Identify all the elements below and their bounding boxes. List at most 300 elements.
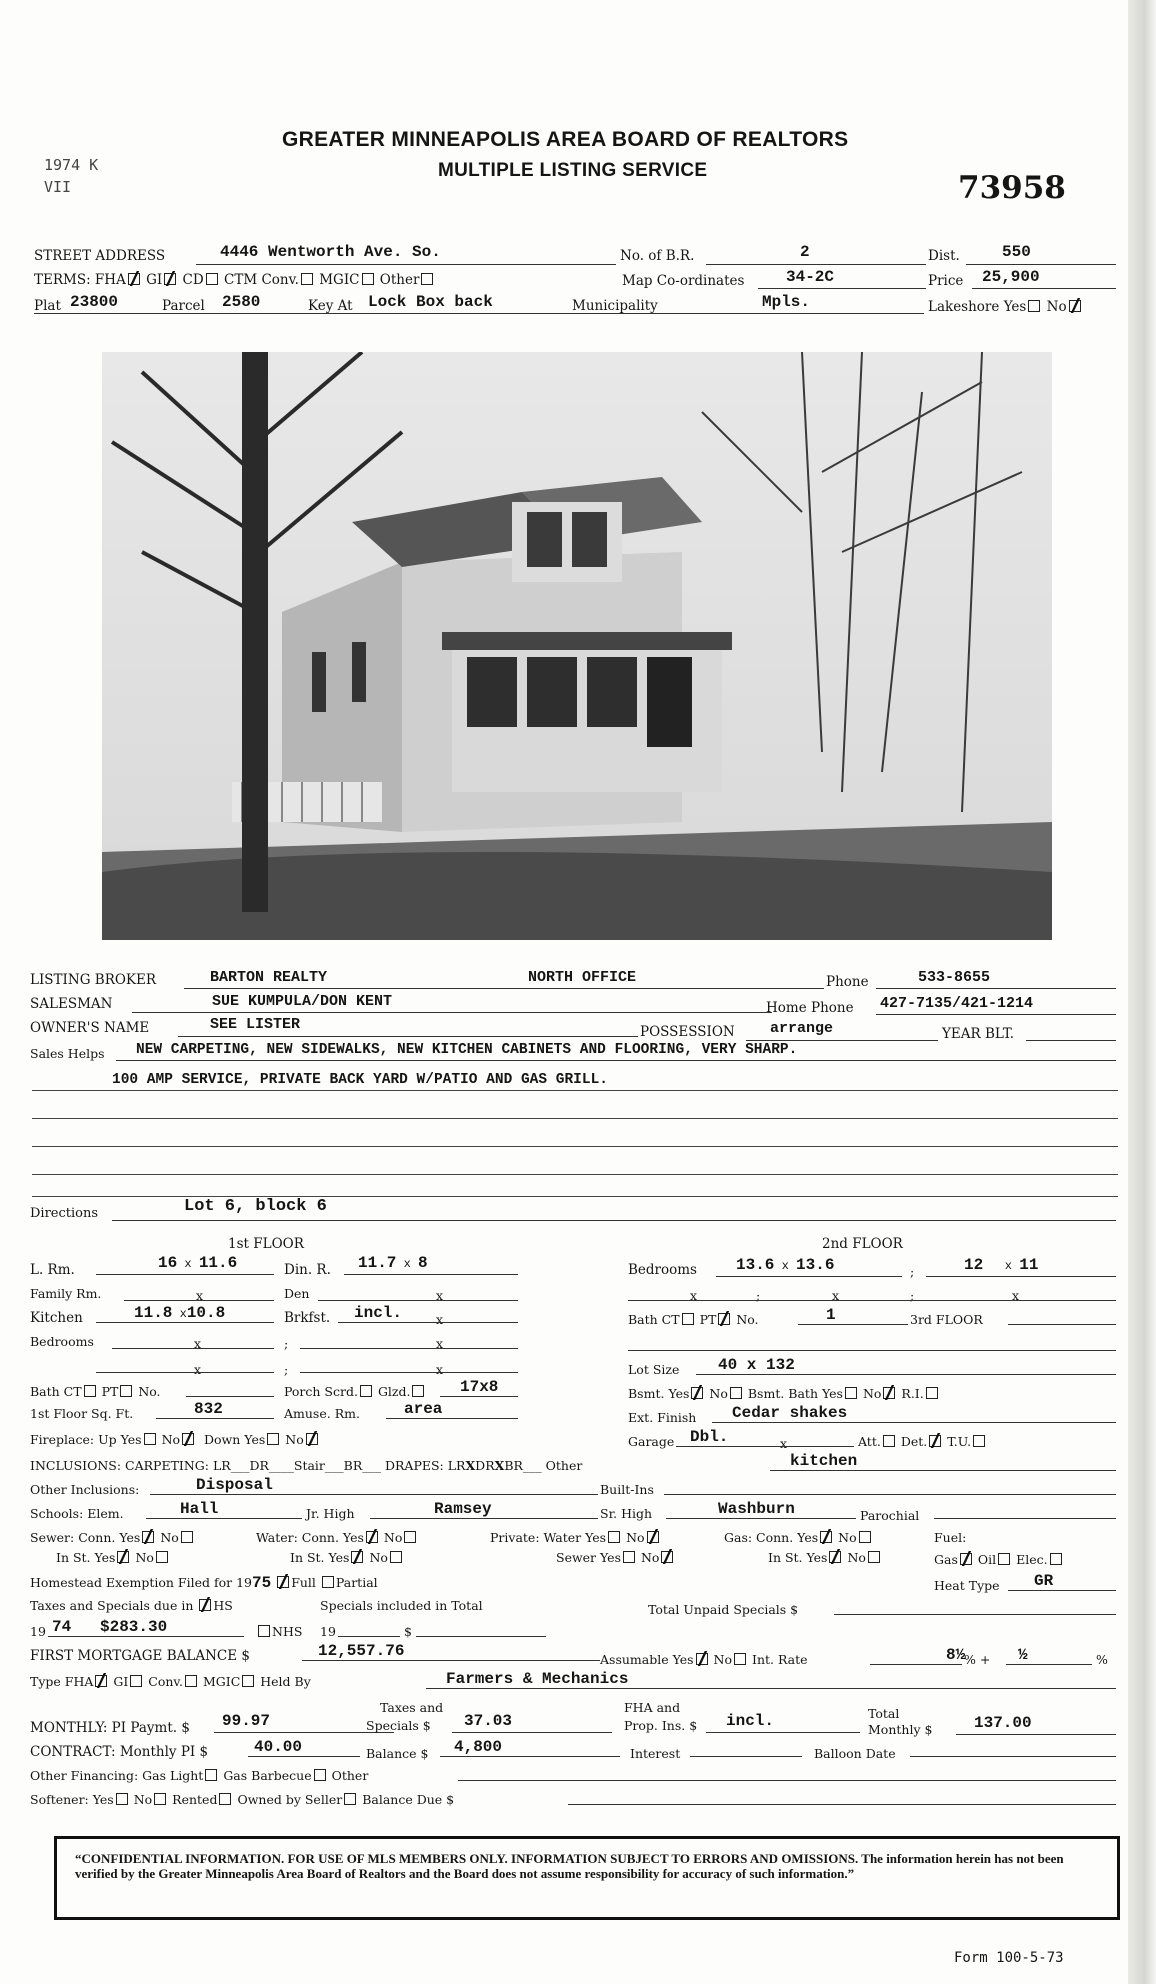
gas-conn-row	[724, 1530, 873, 1545]
lakeshore-no-checkbox[interactable]	[1069, 300, 1081, 312]
other-checkbox[interactable]	[421, 273, 433, 285]
specials-dollar-label: $	[404, 1624, 412, 1639]
total-monthly-top: Total	[868, 1706, 900, 1721]
fuel-label: Fuel:	[934, 1530, 967, 1545]
specials-included-label: Specials included in Total	[320, 1598, 483, 1613]
garage-label: Garage	[628, 1434, 675, 1449]
bed-x2: x	[436, 1336, 444, 1351]
mortgage-label: FIRST MORTGAGE BALANCE $	[30, 1648, 250, 1664]
held-by-value: Farmers & Mechanics	[446, 1670, 629, 1688]
code-year: 1974 K	[44, 156, 99, 174]
service-subtitle: MULTIPLE LISTING SERVICE	[438, 160, 708, 181]
balance-due-label: Balance Due $	[362, 1792, 455, 1807]
sewer-conn-label: Sewer: Conn. Yes	[30, 1530, 141, 1545]
garage-type-row	[858, 1434, 987, 1449]
owner-label: OWNER'S NAME	[30, 1020, 150, 1036]
bed-sep1: ;	[284, 1336, 289, 1351]
year-built-label: YEAR BLT.	[942, 1026, 1015, 1042]
homestead-year: 75	[252, 1574, 272, 1592]
key-value: Lock Box back	[368, 293, 493, 311]
sewer-inst-row	[56, 1550, 170, 1565]
terms-label: TERMS: FHA	[34, 272, 126, 288]
bsmt-no-label: No	[709, 1386, 728, 1401]
phone-label: Phone	[826, 974, 869, 990]
ext-finish-label: Ext. Finish	[628, 1410, 697, 1425]
breakfast-value: incl.	[354, 1304, 403, 1322]
porch-glazed-checkbox[interactable]	[412, 1385, 424, 1397]
lot-size-label: Lot Size	[628, 1362, 680, 1377]
fp-up-yes-label: Yes	[120, 1432, 142, 1447]
garage-att-label: Att.	[858, 1434, 881, 1449]
fha-checkbox[interactable]	[128, 273, 140, 285]
monthly-pi-label: MONTHLY: PI Paymt. $	[30, 1720, 190, 1736]
built-ins-label: Built-Ins	[600, 1482, 654, 1497]
porch-label: Porch Scrd.	[284, 1384, 358, 1399]
homestead-full-label: Full	[291, 1575, 316, 1590]
sewer-conn-no-label: No	[160, 1530, 179, 1545]
porch-screened-checkbox[interactable]	[360, 1385, 372, 1397]
sewer-inst-yes-checkbox[interactable]	[117, 1551, 129, 1563]
parcel-value: 2580	[222, 293, 261, 311]
gas-light-label: Other Financing: Gas Light	[30, 1768, 204, 1783]
garage-det-label: Det.	[900, 1434, 928, 1449]
parochial-label: Parochial	[860, 1508, 920, 1523]
water-inst-no-label: No	[369, 1550, 388, 1565]
cd-checkbox[interactable]	[206, 273, 218, 285]
living-room-dim: 16 x 11.6	[158, 1254, 238, 1272]
softener-rented-label: Rented	[172, 1792, 218, 1807]
fuel-oil-label: Oil	[977, 1552, 997, 1567]
drapes-dr-label: DR	[475, 1458, 495, 1473]
sr-high-value: Washburn	[718, 1500, 795, 1518]
bed-x4: x	[436, 1362, 444, 1377]
garage-tu-label: T.U.	[947, 1434, 972, 1449]
second-x2: x	[832, 1288, 840, 1303]
softener-yes-checkbox[interactable]	[116, 1793, 128, 1805]
sr-high-label: Sr. High	[600, 1506, 653, 1521]
softener-owned-checkbox[interactable]	[344, 1793, 356, 1805]
kitchen-label: Kitchen	[30, 1310, 83, 1326]
softener-no-checkbox[interactable]	[154, 1793, 166, 1805]
taxes-nhs-checkbox[interactable]	[258, 1625, 270, 1637]
price-value: 25,900	[982, 268, 1040, 286]
porch-value: 17x8	[460, 1378, 499, 1396]
taxes-specials-top: Taxes and	[380, 1700, 444, 1715]
loan-type-label: Type FHA	[30, 1674, 94, 1689]
gi-checkbox[interactable]	[164, 273, 176, 285]
kitchen-b: 10.8	[186, 1304, 226, 1322]
basement-row	[628, 1386, 940, 1401]
other-financing-row	[30, 1768, 368, 1783]
tax-year-value: 74	[52, 1618, 72, 1636]
bed-sep2: ;	[284, 1362, 289, 1377]
assumable-row	[600, 1652, 808, 1667]
bsmt-yes-label: Yes	[668, 1386, 690, 1401]
second-bed2-a: 12	[964, 1256, 984, 1274]
broker-label: LISTING BROKER	[30, 972, 157, 988]
mgic-checkbox[interactable]	[362, 273, 374, 285]
broker-value: BARTON REALTY	[210, 969, 328, 986]
heat-type-value: GR	[1034, 1572, 1054, 1590]
second-bath-pt-checkbox[interactable]	[718, 1313, 730, 1325]
loan-conv-label: Conv.	[148, 1674, 183, 1689]
parcel-label: Parcel	[162, 298, 205, 314]
breakfast-x: x	[436, 1312, 444, 1327]
fuel-gas-label: Gas	[934, 1552, 958, 1567]
gi-label: GI	[146, 272, 163, 288]
second-bed1: 13.6 x 13.6	[736, 1256, 835, 1274]
softener-row	[30, 1792, 454, 1807]
fp-down-no-label: No	[285, 1432, 304, 1447]
sewer-inst-no-checkbox[interactable]	[156, 1551, 168, 1563]
other-label: Other	[379, 272, 420, 288]
lakeshore-yes-checkbox[interactable]	[1028, 300, 1040, 312]
inclusions-other-value: kitchen	[790, 1452, 858, 1470]
water-inst-row	[290, 1550, 404, 1565]
mgic-label: MGIC	[319, 272, 360, 288]
home-phone-value: 427-7135/421-1214	[880, 995, 1034, 1012]
cd-label: CD	[182, 272, 204, 288]
street-value: 4446 Wentworth Ave. So.	[220, 243, 441, 261]
gas-inst-yes-checkbox[interactable]	[829, 1551, 841, 1563]
mortgage-value: 12,557.76	[318, 1642, 405, 1660]
dining-a: 11.7	[358, 1254, 397, 1272]
second-sep3: ;	[910, 1288, 915, 1303]
sewer-conn-no-checkbox[interactable]	[181, 1531, 193, 1543]
terms-row	[34, 272, 435, 288]
tax-amount-value: $283.30	[100, 1618, 168, 1636]
water-inst-label: In St. Yes	[290, 1550, 350, 1565]
contract-value: 40.00	[254, 1738, 303, 1756]
drapes-label: DRAPES:	[384, 1458, 444, 1473]
first-bath-row	[30, 1384, 161, 1399]
directions-label: Directions	[30, 1206, 99, 1221]
br-value: 2	[800, 243, 810, 261]
nhs-row	[256, 1624, 302, 1639]
den-label: Den	[284, 1286, 310, 1301]
kitchen-a: 11.8	[134, 1304, 173, 1322]
softener-owned-label: Owned by Seller	[237, 1792, 343, 1807]
taxes-hs-checkbox[interactable]	[199, 1599, 211, 1611]
bsmt-no-checkbox[interactable]	[730, 1387, 742, 1399]
private-sewer-label: Sewer Yes	[556, 1550, 621, 1565]
third-floor-label: 3rd FLOOR	[910, 1312, 983, 1327]
fireplace-up-label: Fireplace: Up	[30, 1432, 117, 1447]
dist-label: Dist.	[928, 248, 960, 264]
water-inst-no-checkbox[interactable]	[390, 1551, 402, 1563]
loan-type-row	[30, 1674, 311, 1689]
garage-x: x	[780, 1436, 788, 1451]
house-illustration	[102, 352, 1052, 940]
inclusions-label: INCLUSIONS: CARPETING:	[30, 1458, 209, 1473]
sewer-inst-no-label: No	[135, 1550, 154, 1565]
assumable-label: Assumable Yes	[600, 1652, 694, 1667]
loan-fha-checkbox[interactable]	[95, 1675, 107, 1687]
first-bath-ct-label: Bath CT	[30, 1384, 82, 1399]
assumable-no-checkbox[interactable]	[734, 1653, 746, 1665]
second-x1: x	[690, 1288, 698, 1303]
monthly-pi-value: 99.97	[222, 1712, 271, 1730]
softener-rented-checkbox[interactable]	[219, 1793, 231, 1805]
fha-prop-value: incl.	[726, 1712, 775, 1730]
garage-det-checkbox[interactable]	[929, 1435, 941, 1447]
fha-prop-top: FHA and	[624, 1700, 681, 1715]
lakeshore-yes-label: Yes	[1003, 299, 1027, 315]
jr-high-label: Jr. High	[306, 1506, 355, 1521]
carpet-lr-label: LR	[212, 1458, 231, 1473]
home-phone-label: Home Phone	[766, 1000, 854, 1016]
homestead-label: Homestead Exemption Filed for 19	[30, 1575, 252, 1590]
gas-conn-yes-checkbox[interactable]	[820, 1531, 832, 1543]
drapes-lr-label: LR	[447, 1458, 466, 1473]
sales-helps-line1: NEW CARPETING, NEW SIDEWALKS, NEW KITCHEN CABINETS AND FLOORING, VERY SHARP.	[136, 1042, 798, 1058]
lakeshore-label: Lakeshore	[928, 299, 1000, 315]
sales-helps-label: Sales Helps	[30, 1046, 105, 1061]
softener-no-label: No	[133, 1792, 153, 1807]
fuel-elec-label: Elec.	[1016, 1552, 1048, 1567]
key-label: Key At	[308, 298, 353, 314]
gas-inst-label: In St. Yes	[768, 1550, 828, 1565]
first-bath-ct-checkbox[interactable]	[84, 1385, 96, 1397]
ri-checkbox[interactable]	[926, 1387, 938, 1399]
fuel-oil-checkbox[interactable]	[998, 1553, 1010, 1565]
second-floor-heading: 2nd FLOOR	[822, 1236, 903, 1252]
private-sewer-no-checkbox[interactable]	[661, 1551, 673, 1563]
gas-inst-no-checkbox[interactable]	[868, 1551, 880, 1563]
office-value: NORTH OFFICE	[528, 969, 637, 986]
owner-value: SEE LISTER	[210, 1016, 301, 1033]
sewer-conn-row	[30, 1530, 195, 1545]
lakeshore-row	[928, 299, 1083, 315]
second-bath-ct-label: Bath CT	[628, 1312, 680, 1327]
int-pct-end: %	[1096, 1652, 1108, 1667]
homestead-full-checkbox[interactable]	[277, 1576, 289, 1588]
sqft-label: 1st Floor Sq. Ft.	[30, 1406, 134, 1421]
amusement-value: area	[404, 1400, 443, 1418]
form-number: Form 100-5-73	[954, 1950, 1064, 1966]
loan-conv-checkbox[interactable]	[185, 1675, 197, 1687]
taxes-hs-label: HS	[213, 1598, 233, 1613]
fuel-row	[934, 1552, 1064, 1567]
possession-value: arrange	[770, 1020, 834, 1037]
second-bath-row	[628, 1312, 759, 1327]
breakfast-label: Brkfst.	[284, 1310, 331, 1326]
carpet-dr-label: DR	[249, 1458, 269, 1473]
water-conn-label: Water: Conn. Yes	[256, 1530, 364, 1545]
second-bath-no-label: No.	[736, 1312, 759, 1327]
ri-label: R.I.	[901, 1386, 924, 1401]
first-floor-bedrooms-label: Bedrooms	[30, 1334, 94, 1349]
loan-gi-checkbox[interactable]	[130, 1675, 142, 1687]
fp-up-no-checkbox[interactable]	[182, 1433, 194, 1445]
int-rate-label: Int. Rate	[752, 1652, 808, 1667]
gas-light-checkbox[interactable]	[205, 1769, 217, 1781]
fp-down-yes-label: Yes	[244, 1432, 266, 1447]
second-bed2: 12 x 11	[964, 1256, 1039, 1274]
private-water-yes-checkbox[interactable]	[608, 1531, 620, 1543]
drapes-br-label: BR	[504, 1458, 523, 1473]
total-monthly-bot: Monthly $	[868, 1722, 933, 1737]
dining-dim: 11.7 x 8	[358, 1254, 428, 1272]
directions-value: Lot 6, block 6	[184, 1197, 327, 1216]
sewer-inst-label: In St. Yes	[56, 1550, 116, 1565]
int-pct-label: % +	[964, 1652, 991, 1667]
tax-year-prefix: 19	[30, 1624, 46, 1639]
ctm-checkbox[interactable]	[301, 273, 313, 285]
private-sewer-no-label: No	[640, 1550, 660, 1565]
softener-label: Softener: Yes	[30, 1792, 114, 1807]
second-bed2-b: 11	[1019, 1256, 1039, 1274]
family-room-label: Family Rm.	[30, 1286, 102, 1301]
porch-row	[284, 1384, 426, 1399]
ctm-label: CTM Conv.	[224, 272, 299, 288]
inclusions-other-label: Other	[545, 1458, 583, 1473]
held-by-label: Held By	[260, 1674, 311, 1689]
garage-att-checkbox[interactable]	[883, 1435, 895, 1447]
second-bed1-a: 13.6	[736, 1256, 775, 1274]
family-x: x	[196, 1288, 204, 1303]
bsmt-bath-no-checkbox[interactable]	[883, 1387, 895, 1399]
contract-label: CONTRACT: Monthly PI $	[30, 1744, 209, 1760]
taxes-due-label: Taxes and Specials due in	[30, 1598, 194, 1613]
map-label: Map Co-ordinates	[622, 273, 745, 289]
garage-value: Dbl.	[690, 1428, 729, 1446]
bsmt-bath-label: Bsmt. Bath	[747, 1386, 818, 1401]
phone-value: 533-8655	[918, 969, 991, 986]
carpet-br-label: BR	[343, 1458, 363, 1473]
bed-x3: x	[194, 1362, 202, 1377]
bsmt-bath-no-label: No	[862, 1386, 882, 1401]
homestead-row	[30, 1574, 378, 1592]
assumable-yes-checkbox[interactable]	[696, 1653, 708, 1665]
balance-label: Balance $	[366, 1746, 429, 1761]
fp-down-yes-checkbox[interactable]	[267, 1433, 279, 1445]
int-rate-value: 8½	[946, 1646, 966, 1664]
den-x: x	[436, 1288, 444, 1303]
heat-type-label: Heat Type	[934, 1578, 1000, 1593]
int-extra-value: ½	[1018, 1646, 1028, 1664]
gas-bbq-checkbox[interactable]	[314, 1769, 326, 1781]
private-water-no-checkbox[interactable]	[647, 1531, 659, 1543]
fuel-gas-checkbox[interactable]	[960, 1553, 972, 1565]
loan-mgic-checkbox[interactable]	[242, 1675, 254, 1687]
private-water-no-label: No	[626, 1530, 645, 1545]
elem-school-value: Hall	[180, 1500, 219, 1518]
homestead-partial-label: Partial	[335, 1575, 378, 1590]
lot-size-value: 40 x 132	[718, 1356, 795, 1374]
garage-tu-checkbox[interactable]	[973, 1435, 985, 1447]
fireplace-down-label: Down	[204, 1432, 241, 1447]
loan-gi-label: GI	[113, 1674, 129, 1689]
balance-value: 4,800	[454, 1738, 503, 1756]
fp-up-no-label: No	[161, 1432, 181, 1447]
taxes-row	[30, 1598, 233, 1613]
water-conn-no-label: No	[383, 1530, 403, 1545]
dist-value: 550	[1002, 243, 1031, 261]
page-edge	[1128, 0, 1156, 1984]
balloon-date-label: Balloon Date	[814, 1746, 896, 1761]
water-conn-row	[256, 1530, 418, 1545]
gas-inst-row	[768, 1550, 882, 1565]
confidential-notice	[54, 1836, 1120, 1920]
water-conn-no-checkbox[interactable]	[404, 1531, 416, 1543]
specials-year-label: 19	[320, 1624, 336, 1639]
taxes-specials-value: 37.03	[464, 1712, 513, 1730]
bsmt-bath-yes-label: Yes	[821, 1386, 843, 1401]
second-bedrooms-label: Bedrooms	[628, 1262, 697, 1278]
inclusions-row: INCLUSIONS: CARPETING: LR___DR____Stair___BR___ DRAPES: LRXDRXBR___ Other	[30, 1458, 583, 1473]
gas-conn-label: Gas: Conn. Yes	[724, 1530, 819, 1545]
code-vol: VII	[44, 178, 72, 196]
second-x3: x	[1012, 1288, 1020, 1303]
interest-label: Interest	[630, 1746, 681, 1761]
private-sewer-yes-checkbox[interactable]	[623, 1551, 635, 1563]
living-room-a: 16	[158, 1254, 178, 1272]
water-inst-yes-checkbox[interactable]	[351, 1551, 363, 1563]
plat-label: Plat	[34, 298, 61, 314]
gas-conn-no-checkbox[interactable]	[859, 1531, 871, 1543]
second-bath-pt-label: PT	[699, 1312, 717, 1327]
salesman-value: SUE KUMPULA/DON KENT	[212, 993, 393, 1010]
street-label: STREET ADDRESS	[34, 248, 166, 264]
second-sep1: ;	[910, 1264, 915, 1279]
fha-prop-bot: Prop. Ins. $	[624, 1718, 698, 1733]
homestead-partial-checkbox[interactable]	[322, 1576, 334, 1588]
carpet-stair-label: Stair	[293, 1458, 325, 1473]
first-bath-pt-checkbox[interactable]	[120, 1385, 132, 1397]
lakeshore-no-label: No	[1046, 299, 1067, 315]
second-bath-count: 1	[826, 1306, 836, 1324]
bsmt-yes-checkbox[interactable]	[691, 1387, 703, 1399]
kitchen-dim: 11.8 x10.8	[134, 1304, 226, 1322]
fp-up-yes-checkbox[interactable]	[144, 1433, 156, 1445]
private-water-label: Private: Water Yes	[490, 1530, 607, 1545]
bed-x1: x	[194, 1336, 202, 1351]
confidential-notice-text: “CONFIDENTIAL INFORMATION. FOR USE OF MLS MEMBERS ONLY. INFORMATION SUBJECT TO ERRORS AND OMISSIONS. The information herein has not been verified by the Greater Minneapolis Area Board of Realtors and the Board does not assume responsibility for accuracy of such information.”	[75, 1851, 1064, 1881]
unpaid-specials-label: Total Unpaid Specials $	[648, 1602, 799, 1617]
dining-b: 8	[418, 1254, 428, 1272]
municipality-value: Mpls.	[762, 293, 811, 311]
sewer-conn-yes-checkbox[interactable]	[142, 1531, 154, 1543]
map-value: 34-2C	[786, 268, 835, 286]
first-bath-no-label: No.	[138, 1384, 161, 1399]
first-bath-pt-label: PT	[101, 1384, 119, 1399]
fireplace-row	[30, 1432, 320, 1447]
other-inclusions-value: Disposal	[196, 1476, 273, 1494]
second-bath-ct-checkbox[interactable]	[682, 1313, 694, 1325]
board-title: GREATER MINNEAPOLIS AREA BOARD OF REALTORS	[282, 128, 849, 151]
jr-high-value: Ramsey	[434, 1500, 492, 1518]
water-conn-yes-checkbox[interactable]	[366, 1531, 378, 1543]
second-bed1-b: 13.6	[796, 1256, 835, 1274]
municipality-label: Municipality	[572, 298, 658, 314]
private-sewer-row	[556, 1550, 675, 1565]
second-sep2: ;	[756, 1288, 761, 1303]
dining-label: Din. R.	[284, 1262, 331, 1278]
fuel-elec-checkbox[interactable]	[1050, 1553, 1062, 1565]
listing-number: 73958	[958, 170, 1066, 206]
house-photo	[102, 352, 1052, 940]
schools-label: Schools: Elem.	[30, 1506, 124, 1521]
taxes-nhs-label: NHS	[272, 1624, 303, 1639]
gas-conn-no-label: No	[838, 1530, 857, 1545]
other-inclusions-label: Other Inclusions:	[30, 1482, 140, 1497]
bsmt-bath-yes-checkbox[interactable]	[845, 1387, 857, 1399]
price-label: Price	[928, 273, 964, 289]
fp-down-no-checkbox[interactable]	[306, 1433, 318, 1445]
bsmt-label: Bsmt.	[628, 1386, 665, 1401]
gas-bbq-label: Gas Barbecue	[223, 1768, 312, 1783]
